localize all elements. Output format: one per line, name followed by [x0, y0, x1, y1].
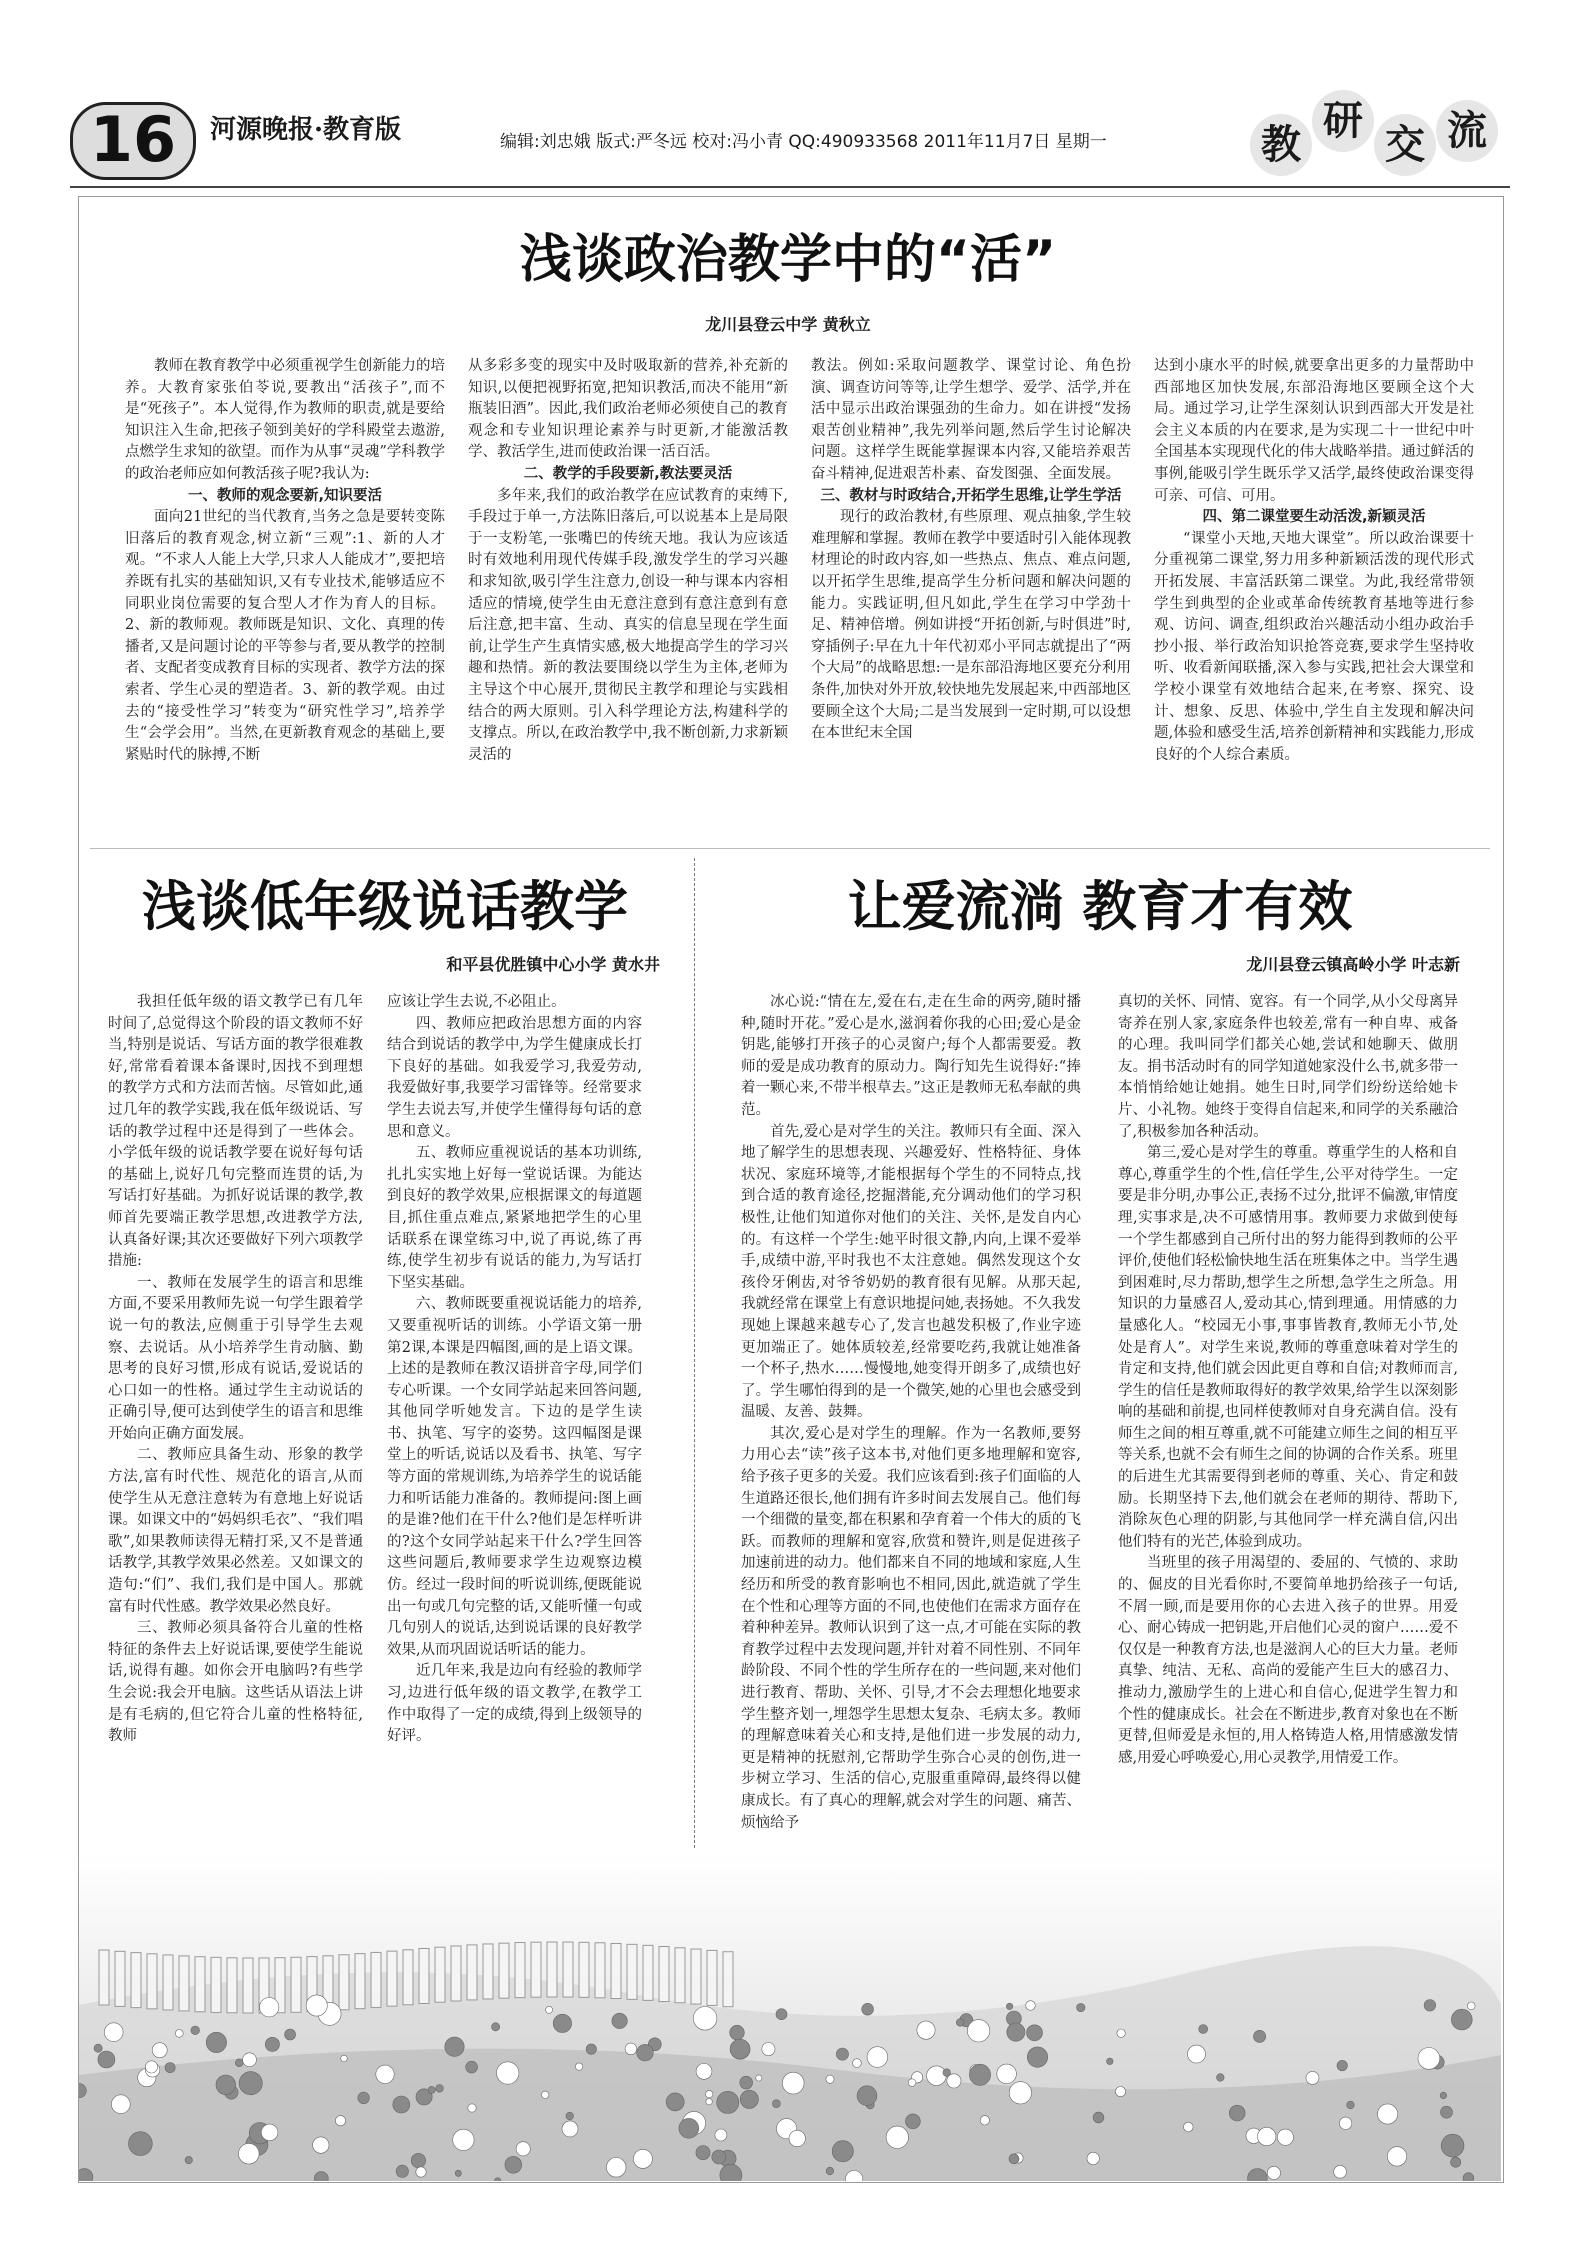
flower: [191, 2026, 200, 2035]
flower: [717, 2091, 739, 2113]
fence-picket: [579, 1942, 589, 1997]
flower: [625, 2043, 637, 2055]
fence-picket: [515, 1943, 525, 1998]
paper-name: 河源晚报·教育版: [210, 115, 402, 145]
flower: [216, 2075, 236, 2095]
article-column: [468, 356, 788, 836]
article-title: 让爱流淌 教育才有效: [847, 875, 1353, 938]
fence-picket: [179, 1956, 189, 2011]
flower: [633, 2149, 652, 2168]
flower: [756, 2075, 762, 2081]
fence-picket: [211, 1957, 221, 2012]
flower: [1337, 2060, 1347, 2070]
paragraph: 从多彩多变的现实中及时吸取新的营养,补充新的知识,以便把视野拓宽,把知识教活,而决不能用“新瓶装旧酒”。因此,我们政治老师必须使自己的教育观念和专业知识理论素养与时更新,才能激活教学、教活学生,进而使政治课一活百活。: [468, 358, 788, 461]
flower: [111, 2095, 130, 2114]
fence-picket: [163, 1955, 173, 2010]
article-column: [387, 992, 642, 1842]
paragraph: 我担任低年级的语文教学已有几年时间了,总觉得这个阶段的语文教师不好当,特别是说话、写话方面的教学很难教好,常常看着课本备课时,因找不到理想的教学方式和方法而苦恼。尽管如此,通过几年的教学实践,我在低年级说话、写话的教学过程中还是得到了一些体会。小学低年级的说话教学要在说好每句话的基础上,说好几句完整而连贯的话,为写话打好基础。为抓好说话课的教学,教师首先要端正教学思想,改进教学方法,认真备好课;其次还要做好下列六项教学措施:: [108, 994, 363, 1270]
flower: [358, 2092, 370, 2104]
decorative-flower-illustration: [79, 1855, 1501, 2181]
flower: [468, 2104, 476, 2112]
flower: [1334, 2165, 1347, 2178]
flower: [679, 2118, 699, 2138]
flower: [98, 2051, 115, 2068]
header-rule: [70, 186, 1510, 188]
fence-picket: [115, 1951, 125, 2006]
flower: [152, 2043, 167, 2058]
fence-picket: [547, 1942, 557, 1997]
page-number: 16: [70, 102, 196, 180]
flower: [696, 2146, 710, 2160]
flower: [455, 2170, 461, 2176]
fence-picket: [675, 1948, 685, 2003]
flower: [1229, 2105, 1245, 2121]
flower: [666, 2093, 684, 2111]
paragraph: 多年来,我们的政治教学在应试教育的束缚下,手段过于单一,方法陈旧落后,可以说基本上是局限于一支粉笔,一张嘴巴的传统天地。我认为应该适时有效地利用现代传媒手段,激发学生的学习兴趣和求知欲,吸引学生注意力,创设一种与课本内容相适应的情境,使学生由无意注意到有意注意到有意后注意,把丰富、生动、真实的信息呈现在学生面前,让学生产生真情实感,极大地提高学生的学习兴趣和热情。新的教法要围绕以学生为主体,老师为主导这个中心展开,贯彻民主教学和理论与实践相结合的两大原则。引入科学理论方法,构建科学的支撑点。所以,在政治教学中,我不断创新,力求新颖灵活的: [468, 487, 788, 763]
fence-picket: [627, 1944, 637, 1999]
article-title: 浅谈低年级说话教学: [142, 875, 628, 938]
flower: [927, 2066, 947, 2086]
flower: [782, 2072, 804, 2094]
flower: [1199, 2025, 1208, 2034]
flower: [185, 2156, 192, 2163]
flower: [104, 2023, 123, 2042]
flower: [1217, 2074, 1225, 2082]
flower: [1339, 2117, 1351, 2129]
paragraph: 当班里的孩子用渴望的、委屈的、气愤的、求助的、倔皮的目光看你时,不要简单地扔给孩子一句话,不屑一顾,而是要用你的心去进入孩子的世界。用爱心、耐心铸成一把钥匙,开启他们心灵的窗户……爱不仅仅是一种教育方法,也是滋润人心的巨大力量。老师真挚、纯洁、无私、高尚的爱能产生巨大的感召力、推动力,激励学生的上进心和自信心,促进学生智力和个性的健康成长。社会在不断进步,教育对象也在不断更替,但师爱是永恒的,用人格铸造人格,用情感激发情感,用爱心呼唤爱心,用心灵教学,用情爱工作。: [1118, 1555, 1458, 1766]
flower: [1306, 2071, 1319, 2084]
flower: [206, 2032, 226, 2052]
flower: [1440, 2092, 1447, 2099]
section-char: 流: [1436, 100, 1498, 162]
section-heading: 一、教师的观念要新,知识要活: [187, 487, 382, 504]
flower: [129, 2132, 153, 2156]
flower: [908, 2079, 916, 2087]
flower: [1378, 2104, 1398, 2124]
flower: [516, 2142, 530, 2156]
fence-picket: [499, 1943, 509, 1998]
fence-picket: [451, 1946, 461, 2001]
flower: [260, 1998, 279, 2017]
flower: [1267, 2166, 1280, 2179]
fence-picket: [339, 1955, 349, 2010]
flower: [445, 2037, 464, 2056]
paragraph: 现行的政治教材,有些原理、观点抽象,学生较难理解和掌握。教师在教学中要适时引入能体现教材理论的时政内容,如一些热点、焦点、难点问题,以开拓学生思维,提高学生分析问题和解决问题的能力。实践证明,但凡如此,学生在学习中学劲十足、精神倍增。例如讲授“开拓创新,与时俱进”时,穿插例子:早在九十年代初邓小平同志就提出了“两个大局”的战略思想:一是东部沿海地区要充分利用条件,加快对外开放,较快地先发展起来,中西部地区要顾全这个大局;二是当发展到一定时期,可以设想在本世纪末全国: [811, 509, 1131, 742]
flower: [969, 2064, 990, 2085]
fence-picket: [387, 1951, 397, 2006]
flower: [1424, 2000, 1436, 2012]
flower: [1115, 2087, 1125, 2097]
flower: [712, 2150, 726, 2164]
flower: [836, 2048, 848, 2060]
flower: [1006, 2003, 1012, 2009]
paragraph: 教法。例如:采取问题教学、课堂讨论、角色扮演、调查访问等等,让学生想学、爱学、活学,并在活中显示出政治课强劲的生命力。如在讲授“发扬艰苦创业精神”,我先列举问题,然后学生讨论解决问题。这样学生既能掌握课本内容,又能培养艰苦奋斗精神,促进艰苦朴素、奋发图强、全面发展。: [811, 358, 1131, 482]
article-byline: 和平县优胜镇中心小学 黄水井: [446, 955, 660, 974]
edition-meta: 编辑:刘忠娥 版式:严冬远 校对:冯小青 QQ:490933568 2011年11月7日 星期一: [500, 132, 1107, 152]
flower: [175, 2030, 183, 2038]
flower: [1188, 2045, 1206, 2063]
flower: [411, 2153, 425, 2167]
page-header: [70, 90, 1510, 185]
flower: [906, 2114, 921, 2129]
paragraph: 第三,爱心是对学生的尊重。尊重学生的人格和自尊心,尊重学生的个性,信任学生,公平对待学生。一定要是非分明,办事公正,表扬不过分,批评不偏激,审情度理,实事求是,决不可感情用事。教师要力求做到使每一个学生都感到自己所付出的努力能得到教师的公平评价,使他们轻松愉快地生活在班集体之中。当学生遇到困难时,尽力帮助,想学生之所想,急学生之所急。用知识的力量感召人,爱动其心,情到理通。用情感的力量感化人。“校园无小事,事事皆教育,教师无小节,处处是育人”。对学生来说,教师的尊重意味着对学生的肯定和支持,他们就会因此更自尊和自信;对教师而言,学生的信任是教师取得好的教学效果,给学生以深刻影响的基础和前提,也同样使教师对自身充满自信。没有师生之间的相互尊重,就不可能建立师生之间的相互平等关系,也就不会有师生之间的协调的合作关系。班里的后进生尤其需要得到老师的尊重、关心、肯定和鼓励。长期坚持下去,他们就会在老师的期待、帮助下,消除灰色心理的阴影,与其他同学一样充满自信,闪出他们特有的光芒,体验到成功。: [1118, 1145, 1458, 1550]
flower: [1463, 2173, 1474, 2181]
flower: [239, 2072, 262, 2095]
fence-picket: [691, 1949, 701, 2004]
flower: [376, 2065, 394, 2083]
article-column: [1154, 356, 1474, 836]
paragraph: 近几年来,我是边向有经验的教师学习,边进行低年级的语文教学,在教学工作中取得了一定的成绩,得到上级领导的好评。: [387, 1663, 642, 1745]
flower: [393, 2096, 410, 2113]
paragraph: 真切的关怀、同情、宽容。有一个同学,从小父母离异寄养在别人家,家庭条件也较差,常有一种自卑、戒备的心理。我叫同学们都关心她,尝试和她聊天、做朋友。捐书活动时有的同学知道她家没什么书,就多带一本悄悄给她让她捐。她生日时,同学们纷纷送给她卡片、小礼物。她终于变得自信起来,和同学的关系融洽了,积极参加各种活动。: [1118, 994, 1458, 1140]
flower: [1347, 2101, 1355, 2109]
flower: [1007, 2023, 1025, 2041]
flower: [947, 2074, 961, 2088]
paragraph: 达到小康水平的时候,就要拿出更多的力量帮助中西部地区加快发展,东部沿海地区要顾全这个大局。通过学习,让学生深刻认识到西部大开发是社会主义本质的内在要求,是为实现二十一世纪中叶全国基本实现现代化的伟大战略举措。通过鲜活的事例,能吸引学生既乐学又活学,最终使政治课变得可亲、可信、可用。: [1154, 358, 1474, 504]
flower: [706, 2099, 712, 2105]
paragraph: 一、教师在发展学生的语言和思维方面,不要采用教师先说一句学生跟着学说一句的教法,应侧重于引导学生去观察、去说话。从小培养学生肯动脑、勤思考的良好习惯,形成有说话,爱说话的心口如一的性格。通过学生主动说话的正确引导,便可达到使学生的语言和思维开始向正确方面发展。: [108, 1274, 363, 1442]
flower: [261, 2124, 278, 2141]
flower: [740, 2076, 753, 2089]
paragraph: 五、教师应重视说话的基本功训练,扎扎实实地上好每一堂说话课。为能达到良好的教学效果,应根据课文的每道题目,抓住重点难点,紧紧地把学生的心里话联系在课堂练习中,说了再说,练了再练,使学生初步有说话的能力,为写话打下坚实基础。: [387, 1145, 642, 1291]
flower: [1184, 2122, 1194, 2132]
section-char: 教: [1250, 114, 1312, 176]
flower: [306, 1995, 327, 2016]
fence-picket: [99, 1950, 109, 2005]
flower: [553, 2014, 571, 2032]
article-title: 浅谈政治教学中的“活”: [519, 230, 1057, 290]
flower: [772, 2100, 780, 2108]
flower: [1027, 2047, 1047, 2067]
section-badge: [1250, 90, 1510, 185]
flower: [586, 2044, 596, 2054]
fence-picket: [707, 1950, 717, 2005]
fence-picket: [643, 1945, 653, 2000]
flower: [285, 2029, 296, 2040]
article-column: [811, 356, 1131, 836]
flower: [1418, 2048, 1440, 2070]
flower: [980, 2116, 989, 2125]
paragraph: 其次,爱心是对学生的理解。作为一名教师,要努力用心去“读”孩子这本书,对他们更多地理解和宽容,给予孩子更多的关爱。我们应该看到:孩子们面临的人生道路还很长,他们拥有许多时间去发展自己。他们每一个细微的量变,都在积累和孕育着一个伟大的质的飞跃。而教师的理解和宽容,欣赏和赞许,则是促进孩子加速前进的动力。他们都来自不同的地域和家庭,人生经历和所受的教育影响也不相同,因此,就造就了学生在个性和心理等方面的不同,也使他们在需求方面存在着种种差异。教师认识到了这一点,才可能在实际的教育教学过程中去发现问题,并针对着不同性别、不同年龄阶段、不同个性的学生所存在的一些问题,来对他们进行教育、帮助、关怀、引导,才不会去理想化地要求学生整齐划一,埋怨学生思想太复杂、毛病太多。教师的理解意味着关心和支持,是他们进一步发展的动力,更是精神的抚慰剂,它帮助学生弥合心灵的创伤,进一步树立学习、生活的信心,克服重重障碍,最终得以健康成长。有了真心的理解,就会对学生的问题、痛苦、烦恼给予: [741, 1425, 1081, 1831]
column-divider: [694, 858, 695, 1848]
flower: [1117, 2029, 1125, 2037]
flower: [696, 2064, 712, 2080]
flower: [466, 2061, 478, 2073]
flower: [239, 2143, 260, 2164]
article-byline: 龙川县登云中学 黄秋立: [705, 315, 871, 334]
flower: [546, 2006, 553, 2013]
flower: [762, 2043, 775, 2056]
article-column: [741, 992, 1081, 1862]
paragraph: 二、教师应具备生动、形象的教学方法,富有时代性、规范化的语言,从而使学生从无意注意转为有意地上好说话课。如课文中的“妈妈织毛衣”、“我们唱歌”,如果教师读得无精打采,又不是普通话教学,其教学效果必然差。又如课文的造句:“们”、我们,我们是中国人。那就富有时代性感。教学效果必然良好。: [108, 1447, 363, 1615]
fence-picket: [147, 1954, 157, 2009]
flower: [1087, 2152, 1099, 2164]
flower: [436, 2085, 444, 2093]
flower: [1026, 2001, 1036, 2011]
flower: [740, 2090, 758, 2108]
article-column: [1118, 992, 1458, 1862]
flower: [265, 2037, 279, 2051]
flower: [575, 2063, 582, 2070]
flower: [730, 2025, 745, 2040]
flower: [1441, 2134, 1464, 2157]
paragraph: 三、教师必须具备符合儿童的性格特征的条件去上好说话课,要使学生能说话,说得有趣。如你会开电脑吗?有些学生会说:我会开电脑。这些话从语法上讲是有毛病的,但它符合儿童的性格特征,教师: [108, 1620, 363, 1745]
flower: [492, 2023, 500, 2031]
paragraph: 首先,爱心是对学生的关注。教师只有全面、深入地了解学生的思想表现、兴趣爱好、性格特征、身体状况、家庭环境等,才能根据每个学生的不同特点,找到合适的教育途径,挖掘潜能,充分调动他们的学习积极性,让他们知道你对他们的关注、关怀,是发自内心的。有这样一个学生:她平时很文静,内向,上课不爱举手,成绩中游,平时我也不太注意她。偶然发现这个女孩伶牙俐齿,对爷爷奶奶的教育很有见解。从那天起,我就经常在课堂上有意识地提问她,表扬她。不久我发现她上课越来越专心了,发言也越发积极了,作业字迹更加端正了。她体质较差,经常要吃药,我就让她准备一个杯子,热水……慢慢地,她变得开朗多了,成绩也好了。学生哪怕得到的是一个微笑,她的心里也会感受到温暖、友善、鼓舞。: [741, 1123, 1081, 1421]
flower: [826, 2167, 834, 2175]
section-char: 研: [1312, 90, 1374, 152]
fence-picket: [563, 1942, 573, 1997]
flower: [606, 2158, 626, 2178]
flower: [505, 2156, 522, 2173]
section-char: 交: [1374, 114, 1436, 176]
flower: [967, 2020, 989, 2042]
flower: [1451, 2157, 1461, 2167]
flower: [165, 2063, 175, 2073]
fence-picket: [483, 1944, 493, 1999]
flower: [917, 2021, 935, 2039]
fence-picket: [355, 1954, 365, 2009]
flower: [497, 2062, 519, 2084]
section-heading: 二、教学的手段要新,教法要灵活: [523, 465, 733, 482]
article-byline: 龙川县登云镇高岭小学 叶志新: [1246, 955, 1460, 974]
flower: [997, 2064, 1017, 2084]
fence-picket: [467, 1945, 477, 2000]
flower: [243, 2053, 257, 2067]
flower: [789, 2130, 805, 2146]
flower: [1027, 2025, 1043, 2041]
flower: [1254, 2030, 1266, 2042]
flower: [145, 2061, 157, 2073]
article-column: [108, 992, 363, 1842]
flower: [495, 2178, 501, 2181]
flower: [862, 2003, 874, 2015]
paragraph: “课堂小天地,天地大课堂”。所以政治课要十分重视第二课堂,努力用多种新颖活泼的现代形式开拓发展、丰富活跃第二课堂。为此,我经常带领学生到典型的企业或革命传统教育基地等进行参观、访问、调查,组织政治兴趣活动小组办政治手抄小报、举行政治知识抢答竞赛,要求学生坚持收听、收看新闻联播,深入参与实践,把社会大课堂和学校小课堂有效地结合起来,在考察、探究、设计、想象、反思、体验中,学生自主发现和解决问题,体验和感受生活,培养创新精神和实践能力,形成良好的个人综合素质。: [1154, 530, 1474, 763]
fence-picket: [531, 1942, 541, 1997]
flower: [706, 2090, 713, 2097]
fence-picket: [595, 1943, 605, 1998]
flower: [235, 2059, 243, 2067]
fence-picket: [291, 1957, 301, 2012]
flower: [416, 2167, 426, 2177]
flower: [776, 2009, 787, 2020]
flower: [1107, 2058, 1114, 2065]
section-heading: 四、第二课堂要生动活泼,新颖灵活: [1202, 509, 1426, 526]
fence-picket: [611, 1943, 621, 1998]
fence-picket: [371, 1952, 381, 2007]
flower: [956, 2019, 964, 2027]
flower: [1009, 2154, 1019, 2164]
flower: [341, 2055, 348, 2062]
fence-picket: [419, 1948, 429, 2003]
flower: [1077, 2003, 1085, 2011]
paragraph: 冰心说:“情在左,爱在右,走在生命的两旁,随时播种,随时开花。”爱心是水,滋润着你我的心田;爱心是金钥匙,能够打开孩子的心灵窗户;每个人都需要爱。教师的爱是成功教育的原动力。陶行知先生说得好:“捧着一颗心来,不带半根草去。”这正是教师无私奉献的典范。: [741, 994, 1081, 1118]
article-column: [125, 356, 445, 836]
fence-picket: [403, 1950, 413, 2005]
flower: [94, 2044, 102, 2052]
flower: [886, 2126, 908, 2148]
flower: [826, 2075, 834, 2083]
flower: [1467, 2002, 1475, 2010]
flower: [1009, 2082, 1031, 2104]
flower: [313, 2137, 329, 2153]
paragraph: 四、教师应把政治思想方面的内容结合到说话的教学中,为学生健康成长打下良好的基础。如我爱学习,我爱劳动,我爱做好事,我要学习雷锋等。经常要求学生去说去写,并使学生懂得每句话的意思和意义。: [387, 1015, 642, 1140]
flower: [1451, 2009, 1472, 2030]
fence-picket: [131, 1953, 141, 2008]
flower: [453, 2129, 474, 2150]
flower: [542, 2091, 549, 2098]
paragraph: 教师在教育教学中必须重视学生创新能力的培养。大教育家张伯苓说,要教出“活孩子”,而不是“死孩子”。本人觉得,作为教师的职责,就是要给知识注入生命,把孩子领到美好的学科殿堂去遨游,点燃学生求知的欲望。而作为从事“灵魂”学科教学的政治老师应如何教活孩子呢?我认为:: [125, 358, 445, 482]
flower: [715, 2129, 727, 2141]
paragraph: 六、教师既要重视说话能力的培养,又要重视听话的训练。小学语文第一册第2课,本课是四幅图,画的是上语文课。上述的是教师在教汉语拼音字母,同学们专心听课。一个女同学站起来回答问题,其他同学听她发言。下边的是学生读书、执笔、写字的姿势。这四幅图是课堂上的听话,说话以及看书、执笔、写字等方面的常规训练,为培养学生的说话能力和听话能力准备的。教师提问:图上画的是谁?他们在干什么?他们是怎样听讲的?这个女同学站起来干什么?学生回答这些问题后,教师要求学生边观察边模仿。经过一段时间的听说训练,便既能说出一句或几句完整的话,又能听懂一句或几句别人的说话,达到说话课的良好教学效果,从而巩固说话听话的能力。: [387, 1296, 642, 1658]
flower: [612, 2013, 627, 2028]
flower: [832, 2141, 853, 2162]
fence-picket: [243, 1958, 253, 2013]
flower: [730, 2039, 750, 2059]
paragraph: 应该让学生去说,不必阻止。: [387, 994, 566, 1010]
paragraph: 面向21世纪的当代教育,当务之急是要转变陈旧落后的教育观念,树立新“三观”:1、新的人才观。“不求人人能上大学,只求人人能成才”,要把培养既有扎实的基础知识,又有专业技术,能够适应不同职业岗位需要的复合型人才作为育人的目标。2、新的教师观。教师既是知识、文化、真理的传播者,又是问题讨论的平等参与者,要从教学的控制者、支配者变成教育目标的实现者、教学方法的探索者、学生心灵的塑造者。3、新的教学观。由过去的“接受性学习”转变为“研究性学习”,培养学生“会学会用”。当然,在更新教育观念的基础上,要紧贴时代的脉搏,不断: [125, 509, 445, 763]
section-divider: [90, 848, 1490, 849]
flower: [1441, 2106, 1453, 2118]
flower: [396, 2165, 408, 2177]
flower: [566, 2112, 574, 2120]
flower: [1093, 2112, 1104, 2123]
flower: [562, 2121, 578, 2137]
flower: [867, 2047, 888, 2068]
section-heading: 三、教材与时政结合,开拓学生思维,让学生学活: [820, 487, 1122, 504]
flower: [857, 2086, 877, 2106]
flower: [1277, 2129, 1293, 2145]
flower: [1387, 2147, 1406, 2166]
flower: [637, 2044, 654, 2061]
fence-picket: [723, 1952, 733, 2007]
flower: [1258, 2127, 1276, 2145]
fence-picket: [195, 1957, 205, 2012]
flower: [335, 2116, 345, 2126]
fence-picket: [435, 1947, 445, 2002]
flower: [428, 2086, 435, 2093]
fence-picket: [659, 1947, 669, 2002]
fence-picket: [227, 1958, 237, 2013]
flower: [693, 2007, 717, 2031]
flower: [853, 2059, 862, 2068]
